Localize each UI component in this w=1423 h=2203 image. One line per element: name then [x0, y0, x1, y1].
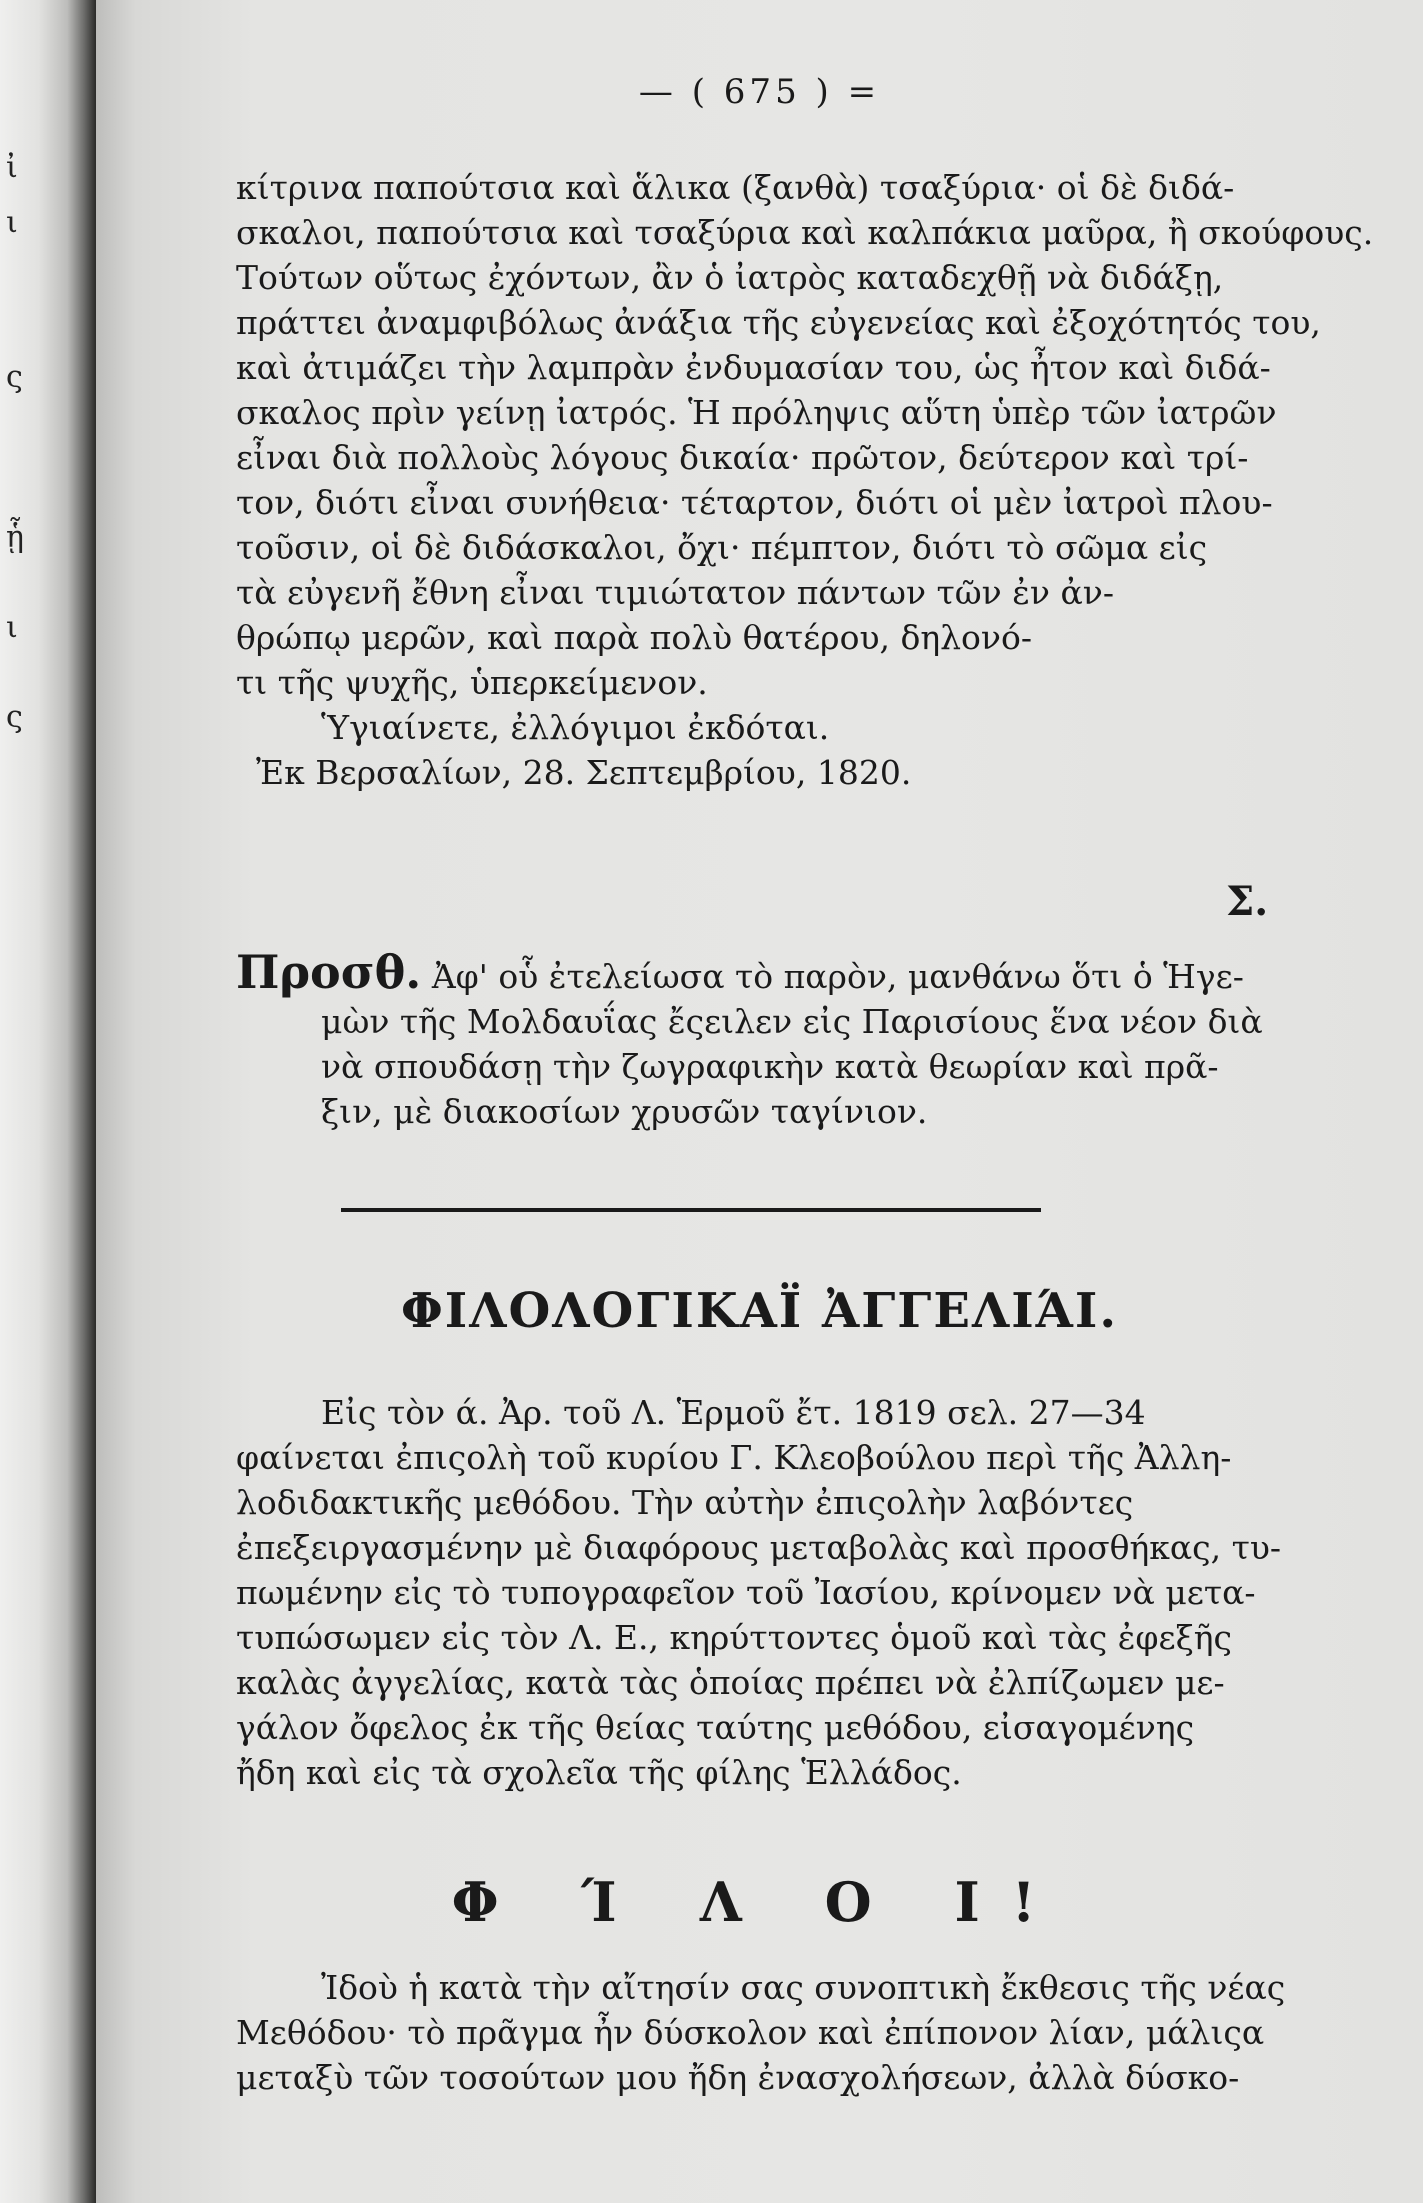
text-line: λοδιδακτικῆς μεθόδου. Τὴν αὐτὴν ἐπιςολὴν λαβόντες [236, 1483, 1134, 1522]
text-line: Ἰδοὺ ἡ κατὰ τὴν αἴτησίν σας συνοπτικὴ ἔκθεσις τῆς νέας [321, 1968, 1286, 2007]
friends-heading: Φ Ί Λ Ο Ι! [451, 1870, 1068, 1934]
text-line: Τούτων οὕτως ἐχόντων, ἂν ὁ ἰατρὸς καταδεχθῇ νὰ διδάξῃ, [236, 258, 1224, 297]
margin-mark: ι [6, 610, 18, 645]
adjacent-page-edge [0, 0, 96, 2203]
margin-mark: ᾗ [6, 520, 24, 555]
text-line: τυπώσωμεν εἰς τὸν Λ. Ε., κηρύττοντες ὁμοῦ καὶ τὰς ἐφεξῆς [236, 1618, 1233, 1657]
closing-line: Ὑγιαίνετε, ἐλλόγιμοι ἐκδόται. [321, 708, 830, 747]
margin-mark: ς [6, 360, 23, 395]
text-line: φαίνεται ἐπιςολὴ τοῦ κυρίου Γ. Κλεοβούλου περὶ τῆς Ἀλλη- [236, 1438, 1232, 1477]
text-line: ἐπεξειργασμένην μὲ διαφόρους μεταβολὰς καὶ προσθήκας, τυ- [236, 1528, 1282, 1567]
announcement-paragraph [236, 1390, 1376, 1795]
text-line: σκαλος πρὶν γείνῃ ἰατρός. Ἡ πρόληψις αὕτη ὑπὲρ τῶν ἰατρῶν [236, 393, 1277, 432]
text-line: ξιν, μὲ διακοσίων χρυσῶν ταγίνιον. [321, 1092, 928, 1131]
text-line: τον, διότι εἶναι συνήθεια· τέταρτον, διότι οἱ μὲν ἰατροὶ πλου- [236, 483, 1273, 522]
section-heading: ΦΙΛΟΛΟΓΙΚΑΪ ἈΓΓΕΛΙΆΙ. [400, 1283, 1119, 1339]
text-line: τὰ εὐγενῆ ἔθνη εἶναι τιμιώτατον πάντων τῶν ἐν ἀν- [236, 573, 1114, 612]
text-line: Ἀφ' οὗ ἐτελείωσα τὸ παρὸν, μανθάνω ὅτι ὁ Ἡγε- [431, 957, 1244, 996]
text-line: καλὰς ἀγγελίας, κατὰ τὰς ὁποίας πρέπει νὰ ἐλπίζωμεν με- [236, 1663, 1225, 1702]
text-line: ἤδη καὶ εἰς τὰ σχολεῖα τῆς φίλης Ἑλλάδος. [236, 1753, 962, 1792]
dateline: Ἐκ Βερσαλίων, 28. Σεπτεμβρίου, 1820. [256, 753, 912, 792]
text-line: μὼν τῆς Μολδαυΐας ἔςειλεν εἰς Παρισίους ἕνα νέον διὰ [321, 1002, 1263, 1041]
text-line: κίτρινα παπούτσια καὶ ἅλικα (ξανθὰ) τσαξύρια· οἱ δὲ διδά- [236, 168, 1235, 207]
postscript [236, 945, 1376, 1134]
text-line: Μεθόδου· τὸ πρᾶγμα ἦν δύσκολον καὶ ἐπίπονον λίαν, μάλιςα [236, 2013, 1265, 2052]
text-line: σκαλοι, παπούτσια καὶ τσαξύρια καὶ καλπάκια μαῦρα, ἢ σκούφους. [236, 213, 1374, 252]
text-line: Εἰς τὸν ά. Ἀρ. τοῦ Λ. Ἑρμοῦ ἔτ. 1819 σελ. 27—34 [321, 1393, 1146, 1432]
text-line: πράττει ἀναμφιβόλως ἀνάξια τῆς εὐγενείας καὶ ἐξοχότητός του, [236, 303, 1321, 342]
margin-mark: ς [6, 700, 23, 735]
text-line: πωμένην εἰς τὸ τυπογραφεῖον τοῦ Ἰασίου, κρίνομεν νὰ μετα- [236, 1573, 1256, 1612]
text-line: θρώπῳ μερῶν, καὶ παρὰ πολὺ θατέρου, δηλονό- [236, 618, 1032, 657]
text-line: τι τῆς ψυχῆς, ὑπερκείμενον. [236, 663, 708, 702]
text-line: νὰ σπουδάσῃ τὴν ζωγραφικὴν κατὰ θεωρίαν καὶ πρᾶ- [321, 1047, 1219, 1086]
final-paragraph [236, 1965, 1376, 2100]
text-line: γάλον ὄφελος ἐκ τῆς θείας ταύτης μεθόδου, εἰσαγομένης [236, 1708, 1195, 1747]
postscript-label: Προσθ. [236, 945, 422, 999]
book-page [96, 0, 1423, 2203]
letter-paragraph [236, 165, 1376, 795]
section-divider [341, 1208, 1041, 1212]
margin-mark: ἰ [6, 150, 18, 185]
page-number: — ( 675 ) = [638, 72, 881, 112]
postscript-first-line [236, 945, 1376, 999]
signature: Σ. [1226, 878, 1269, 925]
margin-mark: ι [6, 205, 18, 240]
text-line: καὶ ἀτιμάζει τὴν λαμπρὰν ἐνδυμασίαν του, ὡς ἦτον καὶ διδά- [236, 348, 1271, 387]
text-line: τοῦσιν, οἱ δὲ διδάσκαλοι, ὄχι· πέμπτον, διότι τὸ σῶμα εἰς [236, 528, 1208, 567]
text-line: εἶναι διὰ πολλοὺς λόγους δικαία· πρῶτον, δεύτερον καὶ τρί- [236, 438, 1249, 477]
text-line: μεταξὺ τῶν τοσούτων μου ἤδη ἐνασχολήσεων, ἀλλὰ δύσκο- [236, 2058, 1240, 2097]
